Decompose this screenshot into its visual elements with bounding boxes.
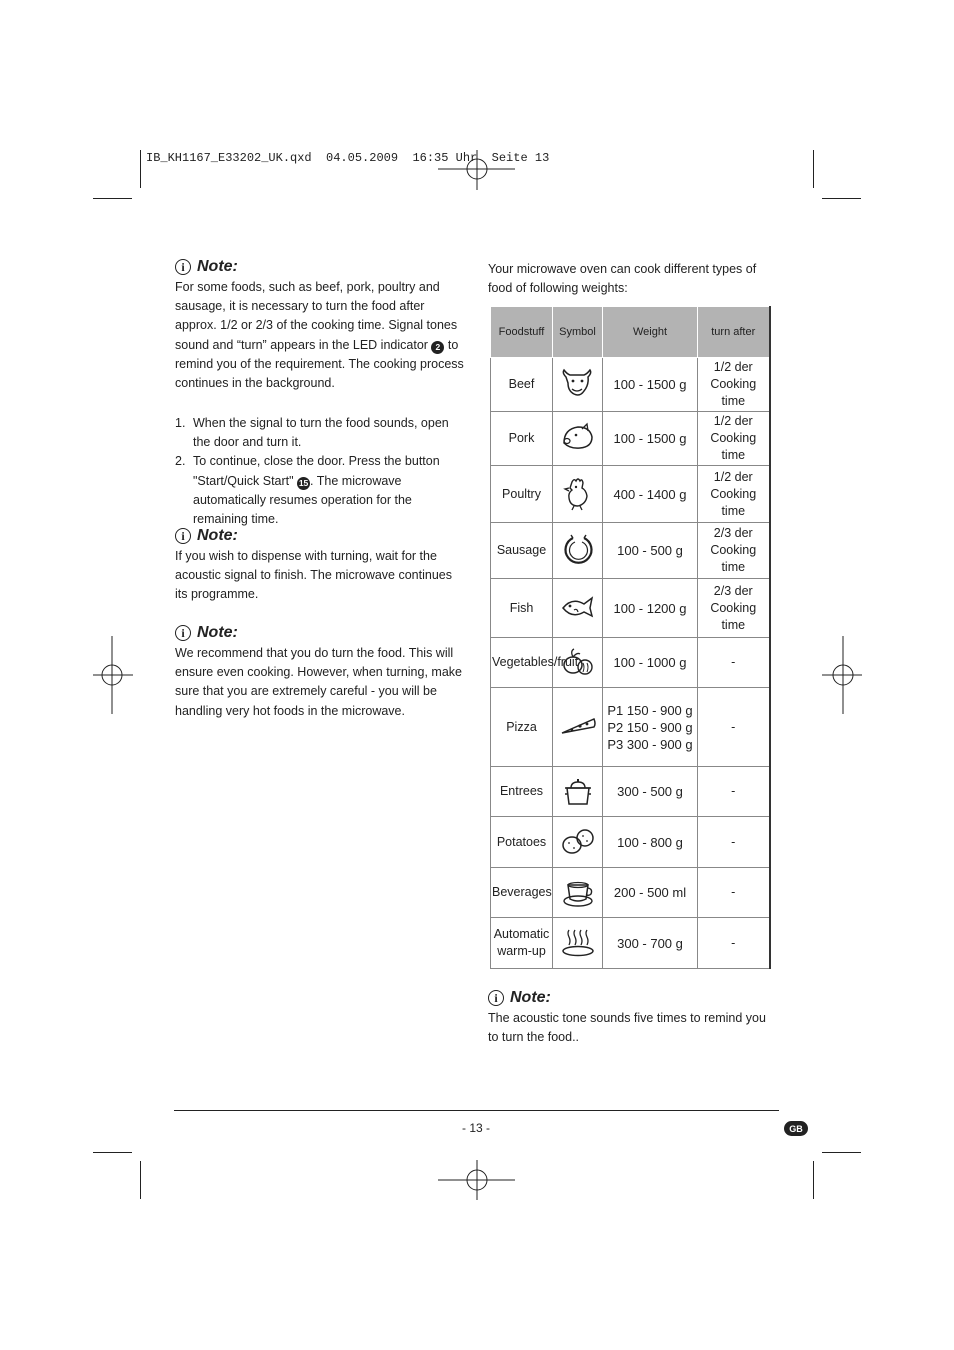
symbol-cell <box>553 466 603 523</box>
weight-line: P2 150 - 900 g <box>607 719 693 735</box>
turn-line: Cooking <box>710 486 757 501</box>
symbol-cell <box>553 358 603 412</box>
turn-line: Cooking <box>710 600 757 615</box>
turn-line: - <box>731 784 736 798</box>
note-1-text <box>175 278 465 393</box>
footer-rule <box>174 1110 779 1111</box>
weight-cell <box>603 868 698 918</box>
weight-line: 100 - 1500 g <box>613 377 687 392</box>
turn-line: time <box>721 560 746 574</box>
foodstuff-cell: Poultry <box>491 466 553 523</box>
pig-head-icon <box>560 421 596 457</box>
table-row <box>491 767 770 817</box>
weight-line: 100 - 1200 g <box>613 600 687 616</box>
table-row <box>491 638 770 688</box>
weight-line: 100 - 1000 g <box>613 655 687 670</box>
foodstuff-cell: Potatoes <box>491 817 553 868</box>
turn-after-cell <box>698 412 770 466</box>
rooster-icon <box>560 476 596 512</box>
turn-after-cell <box>698 358 770 412</box>
turn-after-cell <box>698 466 770 523</box>
steaming-plate-icon <box>560 925 596 961</box>
weight-cell <box>603 412 698 466</box>
step-text: To continue, close the door. Press the button "Start/Quick Start" <box>193 454 440 488</box>
turn-line: 2/3 der <box>713 583 753 598</box>
header-weight: Weight <box>603 307 698 358</box>
weight-line: P1 150 - 900 g <box>607 702 693 718</box>
weight-cell <box>603 579 698 638</box>
weight-line: 300 - 700 g <box>617 935 683 951</box>
registration-mark-left <box>93 636 133 714</box>
note-4 <box>488 989 778 1047</box>
reference-number: 2 <box>431 341 444 354</box>
weight-cell <box>603 466 698 523</box>
symbol-cell <box>553 523 603 579</box>
info-icon: i <box>175 625 191 641</box>
weight-line: 100 - 1500 g <box>613 431 687 446</box>
symbol-cell <box>553 918 603 969</box>
turn-after-cell <box>698 523 770 579</box>
turn-line: - <box>731 834 736 849</box>
weight-line: 100 - 800 g <box>617 834 683 850</box>
foodstuff-cell: Automatic warm-up <box>491 918 553 969</box>
cow-head-icon <box>560 367 596 403</box>
symbol-cell <box>553 868 603 918</box>
note-3 <box>175 624 465 721</box>
note-2 <box>175 527 465 605</box>
file-slug: IB_KH1167_E33202_UK.qxd 04.05.2009 16:35 Uhr Seite 13 <box>146 151 550 165</box>
foodstuff-cell: Fish <box>491 579 553 638</box>
weight-cell <box>603 767 698 817</box>
foodstuff-cell: Beverages <box>491 868 553 918</box>
turn-line: Cooking <box>710 431 757 445</box>
table-intro: Your microwave oven can cook different types of food of following weights: <box>488 262 757 296</box>
registration-mark-bottom <box>437 1160 517 1200</box>
weight-cell <box>603 817 698 868</box>
reference-number: 15 <box>297 477 310 490</box>
list-item <box>175 414 465 452</box>
turn-line: - <box>731 885 736 899</box>
food-weight-table <box>490 306 771 969</box>
note-heading: Note: <box>510 989 551 1006</box>
info-icon: i <box>175 528 191 544</box>
list-item <box>175 452 465 529</box>
potatoes-icon <box>560 824 596 860</box>
turn-after-cell <box>698 817 770 868</box>
turn-after-cell <box>698 579 770 638</box>
turn-line: 1/2 der <box>713 469 753 484</box>
step-text: When the signal to turn the food sounds, open the door and turn it. <box>193 416 449 450</box>
turn-line: - <box>731 935 736 950</box>
header-symbol: Symbol <box>553 307 603 358</box>
turn-after-cell <box>698 688 770 767</box>
note-4-text: The acoustic tone sounds five times to remind you to turn the food.. <box>488 1011 766 1045</box>
page-number: - 13 - <box>462 1121 491 1135</box>
note-3-text: We recommend that you do turn the food. This will ensure even cooking. However, when turning, make sure that you are extremely careful - you will be handling very hot foods in the microwave. <box>175 646 462 718</box>
note-1 <box>175 258 465 393</box>
language-badge: GB <box>784 1121 808 1136</box>
note-text: For some foods, such as beef, pork, poultry and sausage, it is necessary to turn the food after approx. 1/2 or 2/3 of the cooking time. Signal tones sound and “turn” appears in the LED indicator <box>175 280 458 352</box>
weight-line: P3 300 - 900 g <box>607 736 693 752</box>
turn-line: 1/2 der <box>713 360 753 374</box>
table-row <box>491 523 770 579</box>
foodstuff-cell: Entrees <box>491 767 553 817</box>
steps-list <box>175 414 465 529</box>
note-heading: Note: <box>197 527 238 544</box>
weight-cell <box>603 688 698 767</box>
turn-line: Cooking <box>710 377 757 391</box>
note-text: to remind you of the requirement. The cooking process continues in the background. <box>175 337 464 391</box>
step-text: . The microwave automatically resumes operation for the remaining time. <box>193 473 412 527</box>
weight-cell <box>603 918 698 969</box>
table-row <box>491 918 770 969</box>
table-header-row <box>491 307 770 358</box>
table-row <box>491 466 770 523</box>
turn-line: time <box>721 394 746 408</box>
foodstuff-cell: Vegetables/fruit <box>491 638 553 688</box>
weight-line: 200 - 500 ml <box>613 885 687 900</box>
weight-line: 300 - 500 g <box>617 784 683 799</box>
turn-line: 2/3 der <box>713 526 753 540</box>
table-row <box>491 688 770 767</box>
sausage-ring-icon <box>560 533 596 569</box>
symbol-cell <box>553 579 603 638</box>
weight-cell <box>603 523 698 579</box>
note-heading: Note: <box>197 624 238 641</box>
turn-line: time <box>721 617 746 632</box>
table-row <box>491 579 770 638</box>
info-icon: i <box>175 259 191 275</box>
note-2-text: If you wish to dispense with turning, wait for the acoustic signal to finish. The microwave continues its programme. <box>175 549 452 602</box>
note-heading: Note: <box>197 258 238 275</box>
foodstuff-cell: Sausage <box>491 523 553 579</box>
turn-after-cell <box>698 767 770 817</box>
turn-after-cell <box>698 918 770 969</box>
header-foodstuff: Foodstuff <box>491 307 553 358</box>
symbol-cell <box>553 412 603 466</box>
foodstuff-cell: Beef <box>491 358 553 412</box>
header-turn-after: turn after <box>698 307 770 358</box>
turn-line: time <box>721 448 746 462</box>
step-number: 2. <box>175 454 186 469</box>
turn-line: time <box>721 503 746 518</box>
table-row <box>491 358 770 412</box>
symbol-cell <box>553 817 603 868</box>
fish-icon <box>560 590 596 626</box>
turn-line: - <box>731 655 736 669</box>
table-row <box>491 412 770 466</box>
step-number: 1. <box>175 416 186 430</box>
pizza-slice-icon <box>560 709 596 745</box>
registration-mark-right <box>822 636 862 714</box>
foodstuff-cell: Pizza <box>491 688 553 767</box>
info-icon: i <box>488 990 504 1006</box>
table-row <box>491 868 770 918</box>
turn-line: - <box>731 719 736 734</box>
weight-line: 400 - 1400 g <box>613 486 687 502</box>
weight-cell <box>603 638 698 688</box>
symbol-cell <box>553 767 603 817</box>
cooking-pot-icon <box>560 774 596 810</box>
foodstuff-cell: Pork <box>491 412 553 466</box>
weight-line: 100 - 500 g <box>617 543 683 558</box>
turn-after-cell <box>698 868 770 918</box>
turn-after-cell <box>698 638 770 688</box>
weight-cell <box>603 358 698 412</box>
table-row <box>491 817 770 868</box>
cup-icon <box>560 875 596 911</box>
turn-line: 1/2 der <box>713 414 753 428</box>
turn-line: Cooking <box>710 543 757 557</box>
symbol-cell <box>553 688 603 767</box>
